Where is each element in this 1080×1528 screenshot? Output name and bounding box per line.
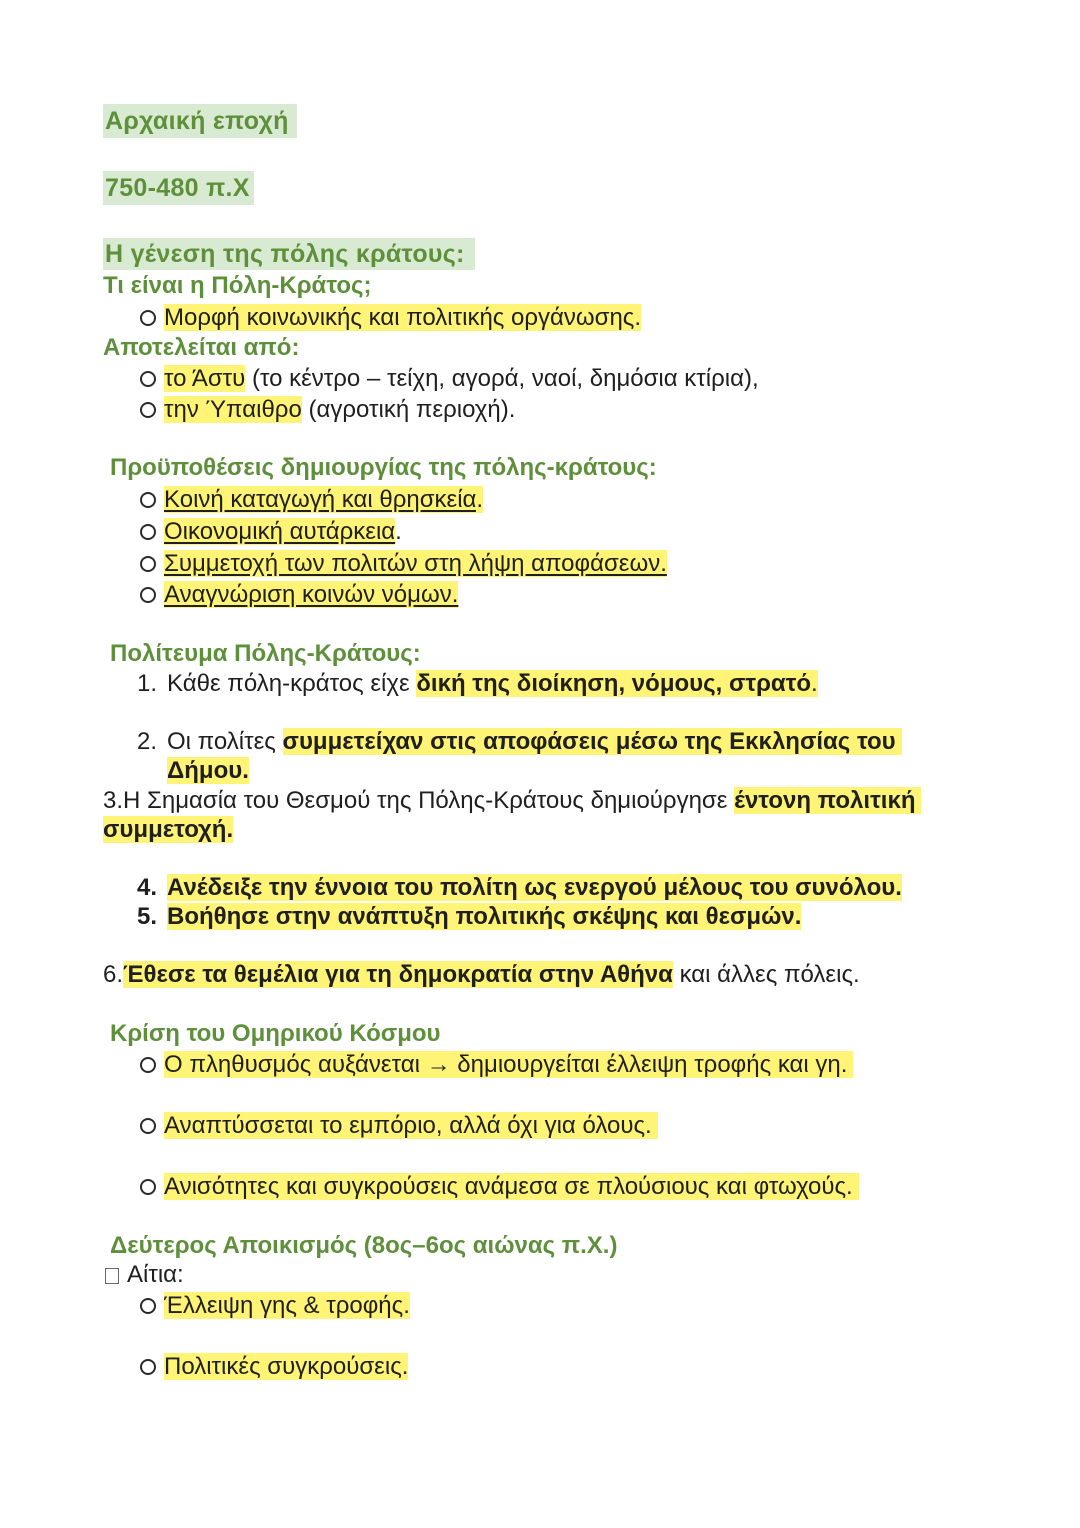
list-item: Αναγνώριση κοινών νόμων. [140, 580, 458, 610]
consists-label: Αποτελείται από: [103, 334, 300, 361]
bullet-icon [140, 1298, 156, 1314]
numbered-item: 5. Βοήθησε στην ανάπτυξη πολιτικής σκέψης και θεσμών. [137, 903, 802, 930]
colonization-title: Δεύτερος Αποικισμός (8ος–6ος αιώνας π.Χ.) [110, 1232, 618, 1259]
checkbox-icon [105, 1268, 119, 1284]
question-what: Τι είναι η Πόλη-Κράτος; [103, 272, 372, 299]
prereq-title: Προϋποθέσεις δημιουργίας της πόλης-κράτους: [110, 454, 657, 481]
bullet-icon [140, 492, 156, 508]
list-item: Έλλειψη γης & τροφής. [140, 1291, 410, 1321]
bullet-icon [140, 310, 156, 326]
list-item: Ανισότητες και συγκρούσεις ανάμεσα σε πλούσιους και φτωχούς. [140, 1172, 859, 1202]
numbered-item: 6.Έθεσε τα θεμέλια για τη δημοκρατία στην Αθήνα και άλλες πόλεις. [103, 961, 860, 988]
bullet-icon [140, 1359, 156, 1375]
polity-title: Πολίτευμα Πόλης-Κράτους: [110, 640, 421, 667]
heading-genesis: Η γένεση της πόλης κράτους: [103, 239, 475, 269]
bullet-icon [140, 556, 156, 572]
bullet-icon [140, 1057, 156, 1073]
bullet-icon [140, 1118, 156, 1134]
list-item: Πολιτικές συγκρούσεις. [140, 1352, 408, 1382]
bullet-icon [140, 402, 156, 418]
list-item: Συμμετοχή των πολιτών στη λήψη αποφάσεων. [140, 549, 667, 579]
heading-era: Αρχαική εποχή [103, 106, 297, 136]
bullet-icon [140, 1179, 156, 1195]
bullet-icon [140, 524, 156, 540]
heading-dates: 750-480 π.Χ [103, 173, 254, 203]
numbered-item: 4. Ανέδειξε την έννοια του πολίτη ως ενεργού μέλους του συνόλου. [137, 874, 902, 901]
numbered-item-continued: συμμετοχή. [103, 816, 234, 843]
numbered-item-continued: Δήμου. [167, 757, 249, 784]
numbered-item: 2. Οι πολίτες συμμετείχαν στις αποφάσεις μέσω της Εκκλησίας του [137, 727, 902, 757]
list-item: Οικονομική αυτάρκεια. [140, 517, 402, 547]
list-item: Αναπτύσσεται το εμπόριο, αλλά όχι για όλους. [140, 1111, 658, 1141]
list-item: το Άστυ (το κέντρο – τείχη, αγορά, ναοί, δημόσια κτίρια), [140, 364, 759, 394]
numbered-item: 3.Η Σημασία του Θεσμού της Πόλης-Κράτους δημιούργησε έντονη πολιτική [103, 786, 921, 816]
list-item: Μορφή κοινωνικής και πολιτικής οργάνωσης. [140, 303, 641, 333]
numbered-item: 1. Κάθε πόλη-κράτος είχε δική της διοίκηση, νόμους, στρατό. [137, 670, 818, 697]
list-item: Ο πληθυσμός αυξάνεται → δημιουργείται έλλειψη τροφής και γη. [140, 1050, 853, 1080]
list-item: Κοινή καταγωγή και θρησκεία. [140, 485, 483, 515]
causes-label: Αίτια: [105, 1260, 184, 1290]
bullet-icon [140, 587, 156, 603]
bullet-icon [140, 371, 156, 387]
crisis-title: Κρίση του Ομηρικού Κόσμου [110, 1020, 441, 1047]
list-item: την Ύπαιθρο (αγροτική περιοχή). [140, 395, 515, 425]
